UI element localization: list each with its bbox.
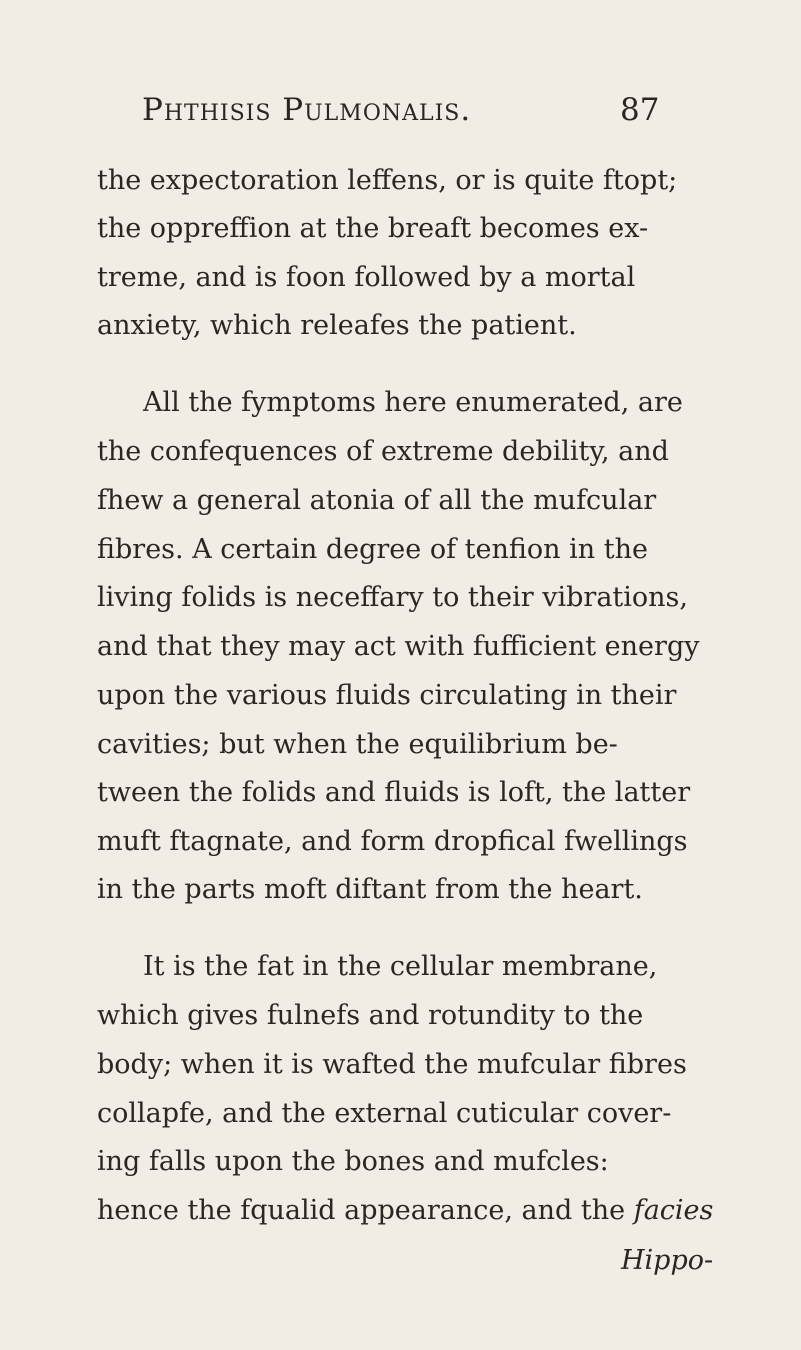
running-title: Phthisis Pulmonalis.	[142, 92, 472, 128]
text-line: body; when it is wafted the mufcular fibres	[97, 1049, 687, 1080]
text-line: All the fymptoms here enumerated, are	[143, 387, 683, 418]
text-line: tween the folids and fluids is loft, the latter	[97, 777, 691, 808]
text-line: upon the various fluids circulating in their	[97, 680, 677, 711]
text-line: in the parts moft diftant from the heart.	[97, 874, 643, 905]
text-line: treme, and is foon followed by a mortal	[97, 262, 636, 293]
italic-word: facies	[633, 1195, 714, 1226]
page-number: 87	[620, 92, 660, 128]
text-line: muft ftagnate, and form dropfical fwellings	[97, 826, 688, 857]
text-line: the expectoration leffens, or is quite ftopt;	[97, 165, 678, 196]
page-header	[0, 92, 801, 142]
text-line: cavities; but when the equilibrium be-	[97, 729, 618, 760]
text-line	[97, 1193, 713, 1229]
text-line: ing falls upon the bones and mufcles:	[97, 1146, 609, 1177]
text-line: the oppreffion at the breaft becomes ex-	[97, 213, 649, 244]
text-line: fibres. A certain degree of tenfion in the	[97, 534, 648, 565]
text-line: fhew a general atonia of all the mufcular	[97, 485, 657, 516]
text-line: which gives fulnefs and rotundity to the	[97, 1000, 644, 1031]
text-line: living folids is neceffary to their vibrations,	[97, 582, 688, 613]
text-line: It is the fat in the cellular membrane,	[143, 951, 658, 982]
text-line: the confequences of extreme debility, and	[97, 436, 669, 467]
text-line: anxiety, which releafes the patient.	[97, 310, 577, 341]
catchword: Hippo-	[621, 1245, 714, 1276]
text-line: and that they may act with fufficient energy	[97, 631, 700, 662]
text-line: collapfe, and the external cuticular cover-	[97, 1098, 672, 1129]
text-line-roman: hence the fqualid appearance, and the	[97, 1195, 626, 1226]
